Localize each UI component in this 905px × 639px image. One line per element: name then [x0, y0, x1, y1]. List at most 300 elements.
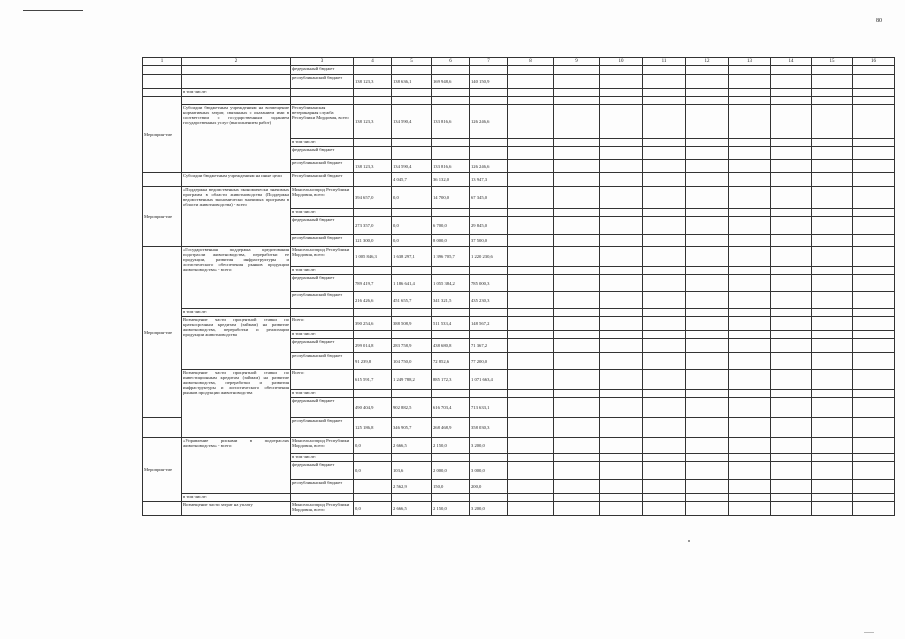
value-cell-col5 — [392, 139, 432, 147]
empty-cell — [686, 331, 729, 339]
empty-cell — [554, 209, 600, 217]
executor-cell: Республиканская ветеринарная служба Республики Мордовия, всего — [291, 105, 354, 139]
value-cell-col4 — [354, 309, 392, 317]
empty-cell — [853, 462, 895, 480]
empty-cell — [600, 292, 643, 309]
empty-cell — [554, 217, 600, 235]
empty-cell — [853, 267, 895, 275]
empty-cell — [643, 147, 686, 160]
empty-cell — [729, 187, 771, 209]
measure-name-cell: «Управление рисками в подотраслях животноводства» - всего: — [182, 438, 291, 494]
empty-cell — [729, 97, 771, 105]
value-cell-col4: 138 123,3 — [354, 160, 392, 173]
value-cell-col6 — [432, 454, 470, 462]
empty-cell — [771, 75, 812, 89]
empty-cell — [771, 502, 812, 516]
empty-cell — [686, 438, 729, 454]
empty-cell — [643, 235, 686, 247]
empty-cell — [853, 438, 895, 454]
empty-cell — [600, 418, 643, 438]
measure-name-cell: Возмещение части процентной ставки по инвестиционным кредитам (займам) на развитие животноводства, переработки и развития инфраструктуры и логистического обеспечения рынков продукции животноводства — [182, 370, 291, 438]
empty-cell — [554, 398, 600, 418]
empty-cell — [554, 75, 600, 89]
table-row — [143, 97, 895, 105]
value-cell-col7 — [470, 454, 508, 462]
empty-cell — [771, 480, 812, 494]
executor-cell: в том числе: — [291, 209, 354, 217]
empty-cell — [686, 139, 729, 147]
empty-cell — [600, 66, 643, 75]
empty-cell — [853, 353, 895, 370]
empty-cell — [812, 275, 853, 292]
empty-cell — [812, 398, 853, 418]
table-row — [143, 187, 895, 209]
value-cell-col6 — [432, 494, 470, 502]
empty-cell — [508, 267, 554, 275]
empty-cell — [508, 292, 554, 309]
executor-cell: федеральный бюджет — [291, 275, 354, 292]
value-cell-col4: 91 239,8 — [354, 353, 392, 370]
empty-cell — [812, 173, 853, 187]
empty-cell — [729, 480, 771, 494]
value-cell-col5: 2 562,9 — [392, 480, 432, 494]
top-rule — [23, 10, 83, 11]
value-cell-col5 — [392, 454, 432, 462]
empty-cell — [643, 331, 686, 339]
column-header: 13 — [729, 58, 771, 66]
value-cell-col6: 6 700,0 — [432, 217, 470, 235]
value-cell-col5 — [392, 89, 432, 97]
empty-cell — [600, 247, 643, 267]
empty-cell — [812, 187, 853, 209]
executor-cell: республиканский бюджет — [291, 235, 354, 247]
value-cell-col7: 3 000,0 — [470, 462, 508, 480]
empty-cell — [686, 398, 729, 418]
empty-cell — [771, 209, 812, 217]
empty-cell — [853, 66, 895, 75]
empty-cell — [554, 173, 600, 187]
value-cell-col7 — [470, 309, 508, 317]
empty-cell — [853, 309, 895, 317]
empty-cell — [729, 331, 771, 339]
executor-cell: Минсельхозпрод Республики Мордовия, всего — [291, 187, 354, 209]
value-cell-col7: 148 567,2 — [470, 317, 508, 331]
value-cell-col7 — [470, 139, 508, 147]
value-cell-col7: 67 345,0 — [470, 187, 508, 209]
empty-cell — [853, 97, 895, 105]
value-cell-col4 — [354, 139, 392, 147]
value-cell-col5: 104 750,0 — [392, 353, 432, 370]
value-cell-col4: 1 005 846,3 — [354, 247, 392, 267]
executor-cell: в том числе: — [291, 390, 354, 398]
empty-cell — [554, 418, 600, 438]
value-cell-col4: 299 014,8 — [354, 339, 392, 353]
column-header: 1 — [143, 58, 182, 66]
value-cell-col5 — [392, 494, 432, 502]
value-cell-col5 — [392, 267, 432, 275]
column-header: 16 — [853, 58, 895, 66]
empty-cell — [508, 398, 554, 418]
empty-cell — [771, 462, 812, 480]
empty-cell — [643, 454, 686, 462]
empty-cell — [686, 160, 729, 173]
value-cell-col6: 133 816,6 — [432, 160, 470, 173]
value-cell-col6: 2 000,0 — [432, 462, 470, 480]
empty-cell — [686, 494, 729, 502]
value-cell-col7: 126 246,6 — [470, 105, 508, 139]
empty-cell — [508, 480, 554, 494]
executor-cell: Всего: — [291, 370, 354, 390]
empty-cell — [554, 292, 600, 309]
empty-cell — [853, 331, 895, 339]
empty-cell — [853, 75, 895, 89]
empty-cell — [771, 247, 812, 267]
column-header: 15 — [812, 58, 853, 66]
empty-cell — [554, 454, 600, 462]
value-cell-col6 — [432, 139, 470, 147]
executor-cell: республиканский бюджет — [291, 480, 354, 494]
value-cell-col7: 71 367,2 — [470, 339, 508, 353]
empty-cell — [853, 173, 895, 187]
value-cell-col4 — [354, 66, 392, 75]
program-table — [142, 57, 895, 516]
empty-cell — [600, 494, 643, 502]
value-cell-col5 — [392, 97, 432, 105]
measure-type-cell — [143, 66, 182, 75]
empty-cell — [600, 147, 643, 160]
empty-cell — [729, 160, 771, 173]
empty-cell — [771, 89, 812, 97]
empty-cell — [554, 247, 600, 267]
empty-cell — [643, 217, 686, 235]
empty-cell — [812, 139, 853, 147]
empty-cell — [686, 309, 729, 317]
empty-cell — [771, 454, 812, 462]
value-cell-col4 — [354, 494, 392, 502]
empty-cell — [771, 187, 812, 209]
empty-cell — [508, 209, 554, 217]
empty-cell — [600, 275, 643, 292]
value-cell-col7 — [470, 331, 508, 339]
empty-cell — [554, 480, 600, 494]
measure-name-cell: «Государственная поддержка кредитования подотрасли животноводства, переработки ее продукции, развития инфраструктуры и логистического обеспечения рынков продукции животноводства» - всего: — [182, 247, 291, 309]
empty-cell — [600, 462, 643, 480]
measure-name-cell: Возмещение части процентной ставки по краткосрочным кредитам (займам) на развитие животноводства, переработки и реализации продукции животноводства — [182, 317, 291, 370]
empty-cell — [812, 247, 853, 267]
empty-cell — [729, 139, 771, 147]
empty-cell — [853, 105, 895, 139]
empty-cell — [600, 97, 643, 105]
value-cell-col4: 0,0 — [354, 438, 392, 454]
value-cell-col7: 358 030,3 — [470, 418, 508, 438]
empty-cell — [729, 370, 771, 390]
value-cell-col6: 36 132,0 — [432, 173, 470, 187]
value-cell-col4 — [354, 173, 392, 187]
empty-cell — [729, 217, 771, 235]
empty-cell — [600, 173, 643, 187]
empty-cell — [729, 494, 771, 502]
empty-cell — [508, 97, 554, 105]
value-cell-col7: 37 500,0 — [470, 235, 508, 247]
executor-cell — [291, 97, 354, 105]
measure-type-cell: Мероприя-тие — [143, 438, 182, 502]
header-row — [143, 58, 895, 66]
empty-cell — [853, 502, 895, 516]
empty-cell — [643, 89, 686, 97]
empty-cell — [508, 147, 554, 160]
empty-cell — [508, 160, 554, 173]
empty-cell — [853, 139, 895, 147]
measure-name-cell: в том числе: — [182, 494, 291, 502]
value-cell-col4 — [354, 331, 392, 339]
table-row — [143, 502, 895, 516]
executor-cell: республиканский бюджет — [291, 75, 354, 89]
empty-cell — [686, 292, 729, 309]
executor-cell: федеральный бюджет — [291, 398, 354, 418]
column-header: 8 — [508, 58, 554, 66]
empty-cell — [686, 66, 729, 75]
empty-cell — [729, 75, 771, 89]
empty-cell — [643, 370, 686, 390]
empty-cell — [686, 235, 729, 247]
empty-cell — [771, 370, 812, 390]
empty-cell — [686, 247, 729, 267]
empty-cell — [729, 390, 771, 398]
empty-cell — [686, 173, 729, 187]
empty-cell — [853, 454, 895, 462]
empty-cell — [729, 353, 771, 370]
empty-cell — [729, 66, 771, 75]
table-row — [143, 370, 895, 390]
empty-cell — [643, 353, 686, 370]
executor-cell: Минсельхозпрод Республики Мордовия, всего — [291, 502, 354, 516]
empty-cell — [771, 147, 812, 160]
empty-cell — [729, 209, 771, 217]
empty-cell — [508, 66, 554, 75]
empty-cell — [600, 309, 643, 317]
empty-cell — [643, 502, 686, 516]
executor-cell: республиканский бюджет — [291, 292, 354, 309]
value-cell-col5: 1 186 641,4 — [392, 275, 432, 292]
value-cell-col6: 2 150,0 — [432, 438, 470, 454]
empty-cell — [643, 339, 686, 353]
empty-cell — [812, 309, 853, 317]
value-cell-col7 — [470, 89, 508, 97]
value-cell-col7 — [470, 390, 508, 398]
empty-cell — [600, 480, 643, 494]
value-cell-col4: 490 404,9 — [354, 398, 392, 418]
column-header: 3 — [291, 58, 354, 66]
value-cell-col7: 713 633,1 — [470, 398, 508, 418]
value-cell-col5: 0,0 — [392, 235, 432, 247]
value-cell-col4: 390 254,6 — [354, 317, 392, 331]
empty-cell — [853, 339, 895, 353]
empty-cell — [686, 462, 729, 480]
empty-cell — [729, 309, 771, 317]
empty-cell — [643, 292, 686, 309]
executor-cell: в том числе: — [291, 267, 354, 275]
value-cell-col5: 1 638 297,1 — [392, 247, 432, 267]
empty-cell — [643, 160, 686, 173]
value-cell-col4 — [354, 267, 392, 275]
value-cell-col6 — [432, 97, 470, 105]
empty-cell — [771, 105, 812, 139]
value-cell-col7 — [470, 147, 508, 160]
empty-cell — [686, 370, 729, 390]
value-cell-col7: 140 150,9 — [470, 75, 508, 89]
executor-cell: Минсельхозпрод Республики Мордовия, всего — [291, 247, 354, 267]
empty-cell — [812, 353, 853, 370]
empty-cell — [554, 105, 600, 139]
table-row — [143, 75, 895, 89]
empty-cell — [853, 480, 895, 494]
executor-cell: в том числе: — [291, 139, 354, 147]
empty-cell — [812, 317, 853, 331]
empty-cell — [812, 480, 853, 494]
value-cell-col7: 29 845,0 — [470, 217, 508, 235]
empty-cell — [554, 187, 600, 209]
value-cell-col6 — [432, 147, 470, 160]
empty-cell — [643, 462, 686, 480]
value-cell-col5 — [392, 209, 432, 217]
empty-cell — [508, 418, 554, 438]
empty-cell — [853, 292, 895, 309]
empty-cell — [686, 275, 729, 292]
measure-type-cell — [143, 89, 182, 97]
column-header: 11 — [643, 58, 686, 66]
empty-cell — [771, 339, 812, 353]
empty-cell — [729, 235, 771, 247]
executor-cell: Республиканский бюджет — [291, 173, 354, 187]
measure-type-cell — [143, 75, 182, 89]
executor-cell: в том числе: — [291, 331, 354, 339]
value-cell-col6 — [432, 390, 470, 398]
value-cell-col4: 0,0 — [354, 502, 392, 516]
empty-cell — [554, 147, 600, 160]
executor-cell: федеральный бюджет — [291, 462, 354, 480]
empty-cell — [643, 247, 686, 267]
measure-name-cell — [182, 66, 291, 75]
empty-cell — [729, 173, 771, 187]
empty-cell — [600, 331, 643, 339]
empty-cell — [771, 438, 812, 454]
value-cell-col4: 789 419,7 — [354, 275, 392, 292]
value-cell-col7: 435 230,3 — [470, 292, 508, 309]
empty-cell — [686, 339, 729, 353]
value-cell-col5: 388 508,9 — [392, 317, 432, 331]
empty-cell — [554, 235, 600, 247]
value-cell-col7: 785 000,3 — [470, 275, 508, 292]
executor-cell: в том числе: — [291, 454, 354, 462]
executor-cell: Минсельхозпрод Республики Мордовия, всего — [291, 438, 354, 454]
empty-cell — [686, 187, 729, 209]
empty-cell — [508, 353, 554, 370]
empty-cell — [643, 105, 686, 139]
table-row — [143, 105, 895, 139]
empty-cell — [771, 317, 812, 331]
empty-cell — [554, 502, 600, 516]
empty-cell — [686, 353, 729, 370]
empty-cell — [508, 494, 554, 502]
value-cell-col5: 103,6 — [392, 462, 432, 480]
value-cell-col5: 134 590,4 — [392, 105, 432, 139]
scan-speck — [864, 632, 874, 633]
value-cell-col4: 394 657,0 — [354, 187, 392, 209]
value-cell-col6 — [432, 209, 470, 217]
empty-cell — [812, 370, 853, 390]
table-row — [143, 438, 895, 454]
value-cell-col5: 0,0 — [392, 217, 432, 235]
empty-cell — [771, 309, 812, 317]
empty-cell — [554, 317, 600, 331]
empty-cell — [643, 66, 686, 75]
empty-cell — [508, 309, 554, 317]
value-cell-col4 — [354, 480, 392, 494]
empty-cell — [600, 502, 643, 516]
value-cell-col7 — [470, 97, 508, 105]
value-cell-col7 — [470, 66, 508, 75]
value-cell-col6: 1 055 384,2 — [432, 275, 470, 292]
empty-cell — [600, 390, 643, 398]
measure-type-cell — [143, 418, 182, 438]
executor-cell: федеральный бюджет — [291, 217, 354, 235]
empty-cell — [812, 418, 853, 438]
empty-cell — [812, 438, 853, 454]
empty-cell — [686, 89, 729, 97]
empty-cell — [771, 160, 812, 173]
empty-cell — [729, 418, 771, 438]
empty-cell — [508, 317, 554, 331]
empty-cell — [643, 267, 686, 275]
value-cell-col5: 451 655,7 — [392, 292, 432, 309]
empty-cell — [600, 209, 643, 217]
empty-cell — [686, 454, 729, 462]
value-cell-col4 — [354, 89, 392, 97]
value-cell-col5: 346 905,7 — [392, 418, 432, 438]
empty-cell — [643, 390, 686, 398]
empty-cell — [729, 247, 771, 267]
empty-cell — [554, 89, 600, 97]
value-cell-col5 — [392, 66, 432, 75]
executor-cell: Всего: — [291, 317, 354, 331]
value-cell-col4 — [354, 454, 392, 462]
empty-cell — [643, 438, 686, 454]
empty-cell — [508, 75, 554, 89]
empty-cell — [643, 317, 686, 331]
measure-name-cell — [182, 75, 291, 89]
value-cell-col4: 121 300,0 — [354, 235, 392, 247]
value-cell-col7: 1 071 663,4 — [470, 370, 508, 390]
empty-cell — [554, 97, 600, 105]
value-cell-col7: 13 947,3 — [470, 173, 508, 187]
empty-cell — [686, 390, 729, 398]
empty-cell — [812, 292, 853, 309]
empty-cell — [600, 370, 643, 390]
empty-cell — [686, 418, 729, 438]
empty-cell — [771, 267, 812, 275]
empty-cell — [812, 494, 853, 502]
value-cell-col4: 138 123,3 — [354, 75, 392, 89]
value-cell-col5: 902 882,5 — [392, 398, 432, 418]
executor-cell: республиканский бюджет — [291, 353, 354, 370]
value-cell-col6: 8 000,0 — [432, 235, 470, 247]
value-cell-col7: 126 246,6 — [470, 160, 508, 173]
empty-cell — [729, 89, 771, 97]
value-cell-col6: 885 172,3 — [432, 370, 470, 390]
value-cell-col4 — [354, 147, 392, 160]
empty-cell — [554, 438, 600, 454]
empty-cell — [853, 89, 895, 97]
